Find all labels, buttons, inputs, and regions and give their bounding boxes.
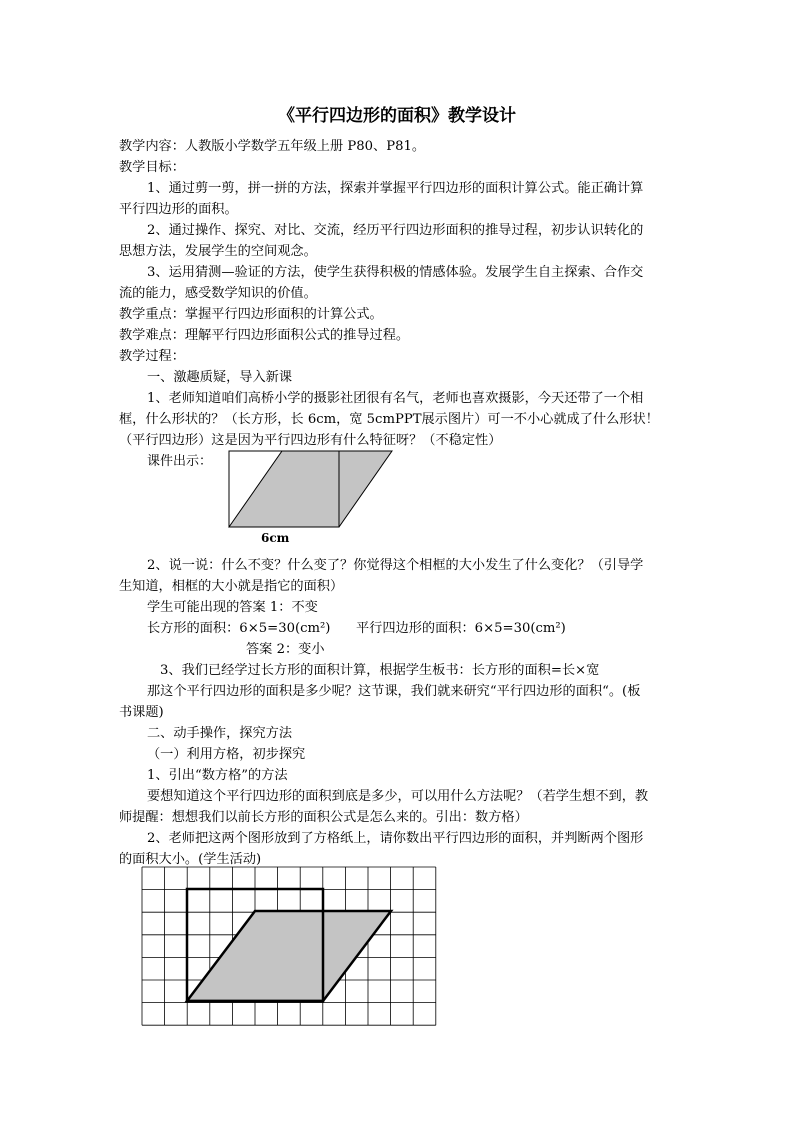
step-2: 2、说一说：什么不变？什么变了？你觉得这个相框的大小发生了什么变化？（引导学: [147, 558, 644, 573]
step-3: 3、我们已经学过长方形的面积计算，根据学生板书：长方形的面积=长×宽: [160, 663, 600, 678]
dimension-label: 6cm: [261, 531, 290, 545]
subsection-1-heading: （一）利用方格，初步探究: [147, 747, 306, 762]
objectives-heading: 教学目标：: [119, 160, 185, 175]
difficult-point: 教学难点：理解平行四边形面积公式的推导过程。: [119, 328, 410, 343]
section-1-heading: 一、激趣质疑，导入新课: [147, 370, 293, 385]
step-3-cont-b: 书课题): [119, 705, 164, 720]
rectangle-area: 长方形的面积：6×5=30(cm²): [147, 621, 331, 636]
method-question: 要想知道这个平行四边形的面积到底是多少，可以用什么方法呢？（若学生想不到，教: [147, 789, 649, 804]
objective-2-cont: 思想方法，发展学生的空间观念。: [119, 244, 317, 259]
answer-2: 答案 2：变小: [246, 642, 325, 657]
method-intro: 1、引出“数方格”的方法: [147, 768, 288, 783]
objective-3: 3、运用猜测—验证的方法，使学生获得积极的情感体验。发展学生自主探索、合作交: [147, 265, 644, 280]
step-2-cont: 生知道，相框的大小就是指它的面积）: [119, 579, 344, 594]
document-title: 《平行四边形的面积》教学设计: [278, 106, 516, 126]
step-1: 1、老师知道咱们高桥小学的摄影社团很有名气，老师也喜欢摄影，今天还带了一个相: [147, 391, 644, 406]
objective-3-cont: 流的能力，感受数学知识的价值。: [119, 286, 317, 301]
objective-2: 2、通过操作、探究、对比、交流，经历平行四边形面积的推导过程，初步认识转化的: [147, 223, 644, 238]
courseware-label: 课件出示：: [147, 454, 213, 469]
frame-figure: [226, 448, 396, 530]
grid-activity: 2、老师把这两个图形放到了方格纸上，请你数出平行四边形的面积，并判断两个图形: [147, 831, 644, 846]
objective-1: 1、通过剪一剪，拼一拼的方法，探索并掌握平行四边形的面积计算公式。能正确计算: [147, 181, 644, 196]
grid-activity-cont: 的面积大小。(学生活动): [119, 852, 262, 867]
method-question-cont: 师提醒：想想我们以前长方形的面积公式是怎么来的。引出：数方格）: [119, 810, 528, 825]
grid-figure: [140, 865, 440, 1027]
objective-1-cont: 平行四边形的面积。: [119, 202, 238, 217]
step-3-cont: 那这个平行四边形的面积是多少呢？这节课，我们就来研究“平行四边形的面积“。(板: [147, 684, 641, 699]
grid-parallelogram: [187, 911, 391, 1001]
process-heading: 教学过程：: [119, 349, 185, 364]
section-2-heading: 二、动手操作，探究方法: [147, 726, 293, 741]
teaching-content: 教学内容：人教版小学数学五年级上册 P80、P81。: [119, 139, 426, 154]
parallelogram-shape: [229, 451, 392, 527]
parallelogram-area: 平行四边形的面积：6×5=30(cm²): [356, 621, 566, 636]
step-1-cont-b: （平行四边形）这是因为平行四边形有什么特征呀？（不稳定性）: [119, 433, 502, 448]
key-point: 教学重点：掌握平行四边形面积的计算公式。: [119, 307, 383, 322]
answer-1: 学生可能出现的答案 1：不变: [147, 600, 318, 615]
step-1-cont-a: 框，什么形状的？（长方形，长 6cm，宽 5cmPPT展示图片）可一不小心就成了什么形状！: [119, 412, 659, 427]
